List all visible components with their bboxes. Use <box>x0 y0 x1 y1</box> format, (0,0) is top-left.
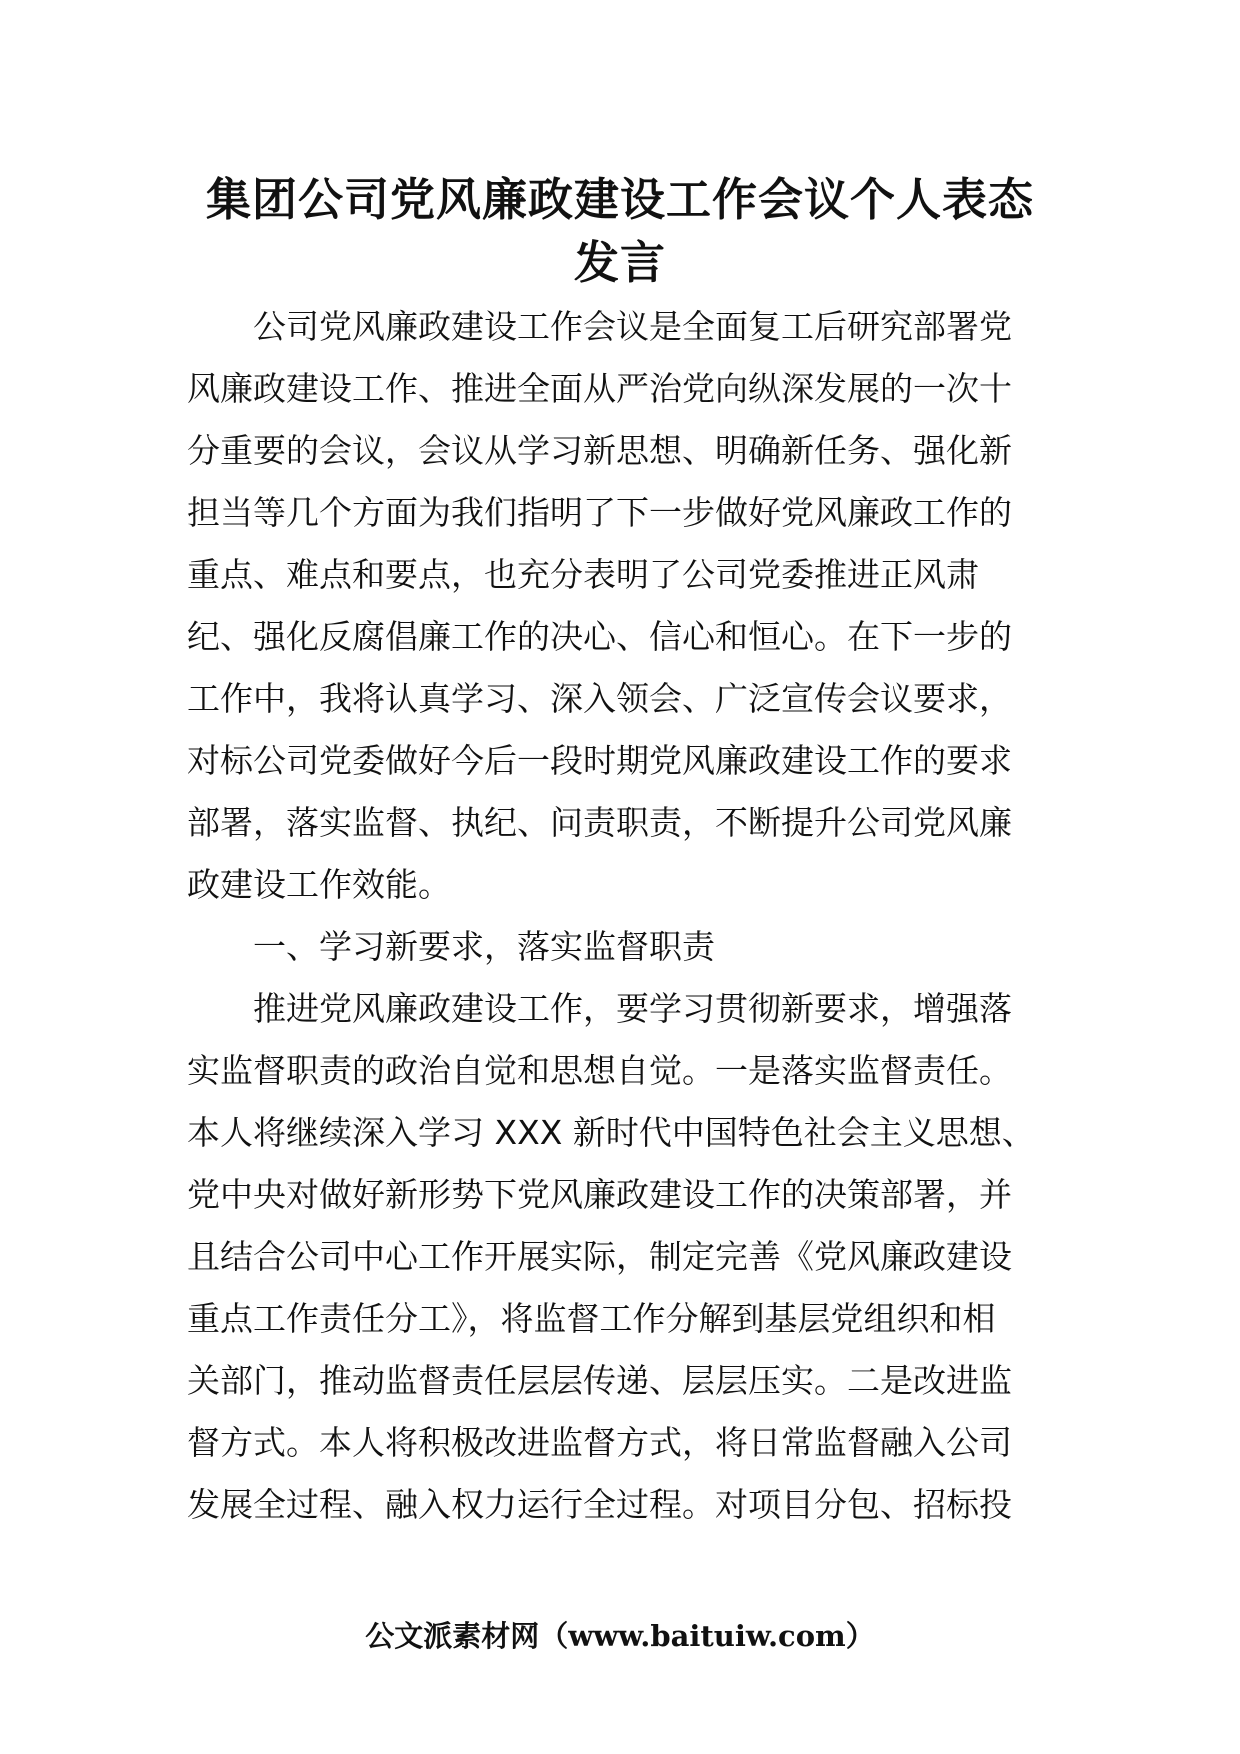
paragraph-line: 且结合公司中心工作开展实际，制定完善《党风廉政建设 <box>187 1237 1012 1276</box>
paragraph-line: 工作中，我将认真学习、深入领会、广泛宣传会议要求， <box>187 679 1012 718</box>
title-line-1: 集团公司党风廉政建设工作会议个人表态 <box>205 173 1034 226</box>
paragraph-line: 实监督职责的政治自觉和思想自觉。一是落实监督责任。 <box>187 1051 1012 1090</box>
section-heading: 一、学习新要求，落实监督职责 <box>253 927 715 966</box>
paragraph-line: 党中央对做好新形势下党风廉政建设工作的决策部署，并 <box>187 1175 1012 1214</box>
paragraph-line: 分重要的会议，会议从学习新思想、明确新任务、强化新 <box>187 431 1012 470</box>
paragraph-line: 部署，落实监督、执纪、问责职责，不断提升公司党风廉 <box>187 803 1012 842</box>
paragraph-line: 重点工作责任分工》，将监督工作分解到基层党组织和相 <box>187 1299 996 1338</box>
title-line-2: 发言 <box>573 236 666 289</box>
paragraph-line: 发展全过程、融入权力运行全过程。对项目分包、招标投 <box>187 1485 1012 1524</box>
paragraph-line: 推进党风廉政建设工作，要学习贯彻新要求，增强落 <box>253 989 1012 1028</box>
document-title <box>180 168 1060 294</box>
paragraph-line: 重点、难点和要点，也充分表明了公司党委推进正风肃 <box>187 555 979 594</box>
source-footer: 公文派素材网（www.baituiw.com） <box>365 1619 875 1653</box>
paragraph-line: 风廉政建设工作、推进全面从严治党向纵深发展的一次十 <box>187 369 1012 408</box>
paragraph-line: 关部门，推动监督责任层层传递、层层压实。二是改进监 <box>187 1361 1012 1400</box>
paragraph-line: 对标公司党委做好今后一段时期党风廉政建设工作的要求 <box>187 741 1012 780</box>
paragraph-line: 本人将继续深入学习 XXX 新时代中国特色社会主义思想、 <box>187 1113 1035 1152</box>
paragraph-line: 纪、强化反腐倡廉工作的决心、信心和恒心。在下一步的 <box>187 617 1012 656</box>
paragraph-line: 公司党风廉政建设工作会议是全面复工后研究部署党 <box>253 307 1012 346</box>
paragraph-line: 担当等几个方面为我们指明了下一步做好党风廉政工作的 <box>187 493 1012 532</box>
paragraph-line: 政建设工作效能。 <box>187 865 451 904</box>
paragraph-line: 督方式。本人将积极改进监督方式，将日常监督融入公司 <box>187 1423 1012 1462</box>
document-body <box>187 296 1067 1536</box>
